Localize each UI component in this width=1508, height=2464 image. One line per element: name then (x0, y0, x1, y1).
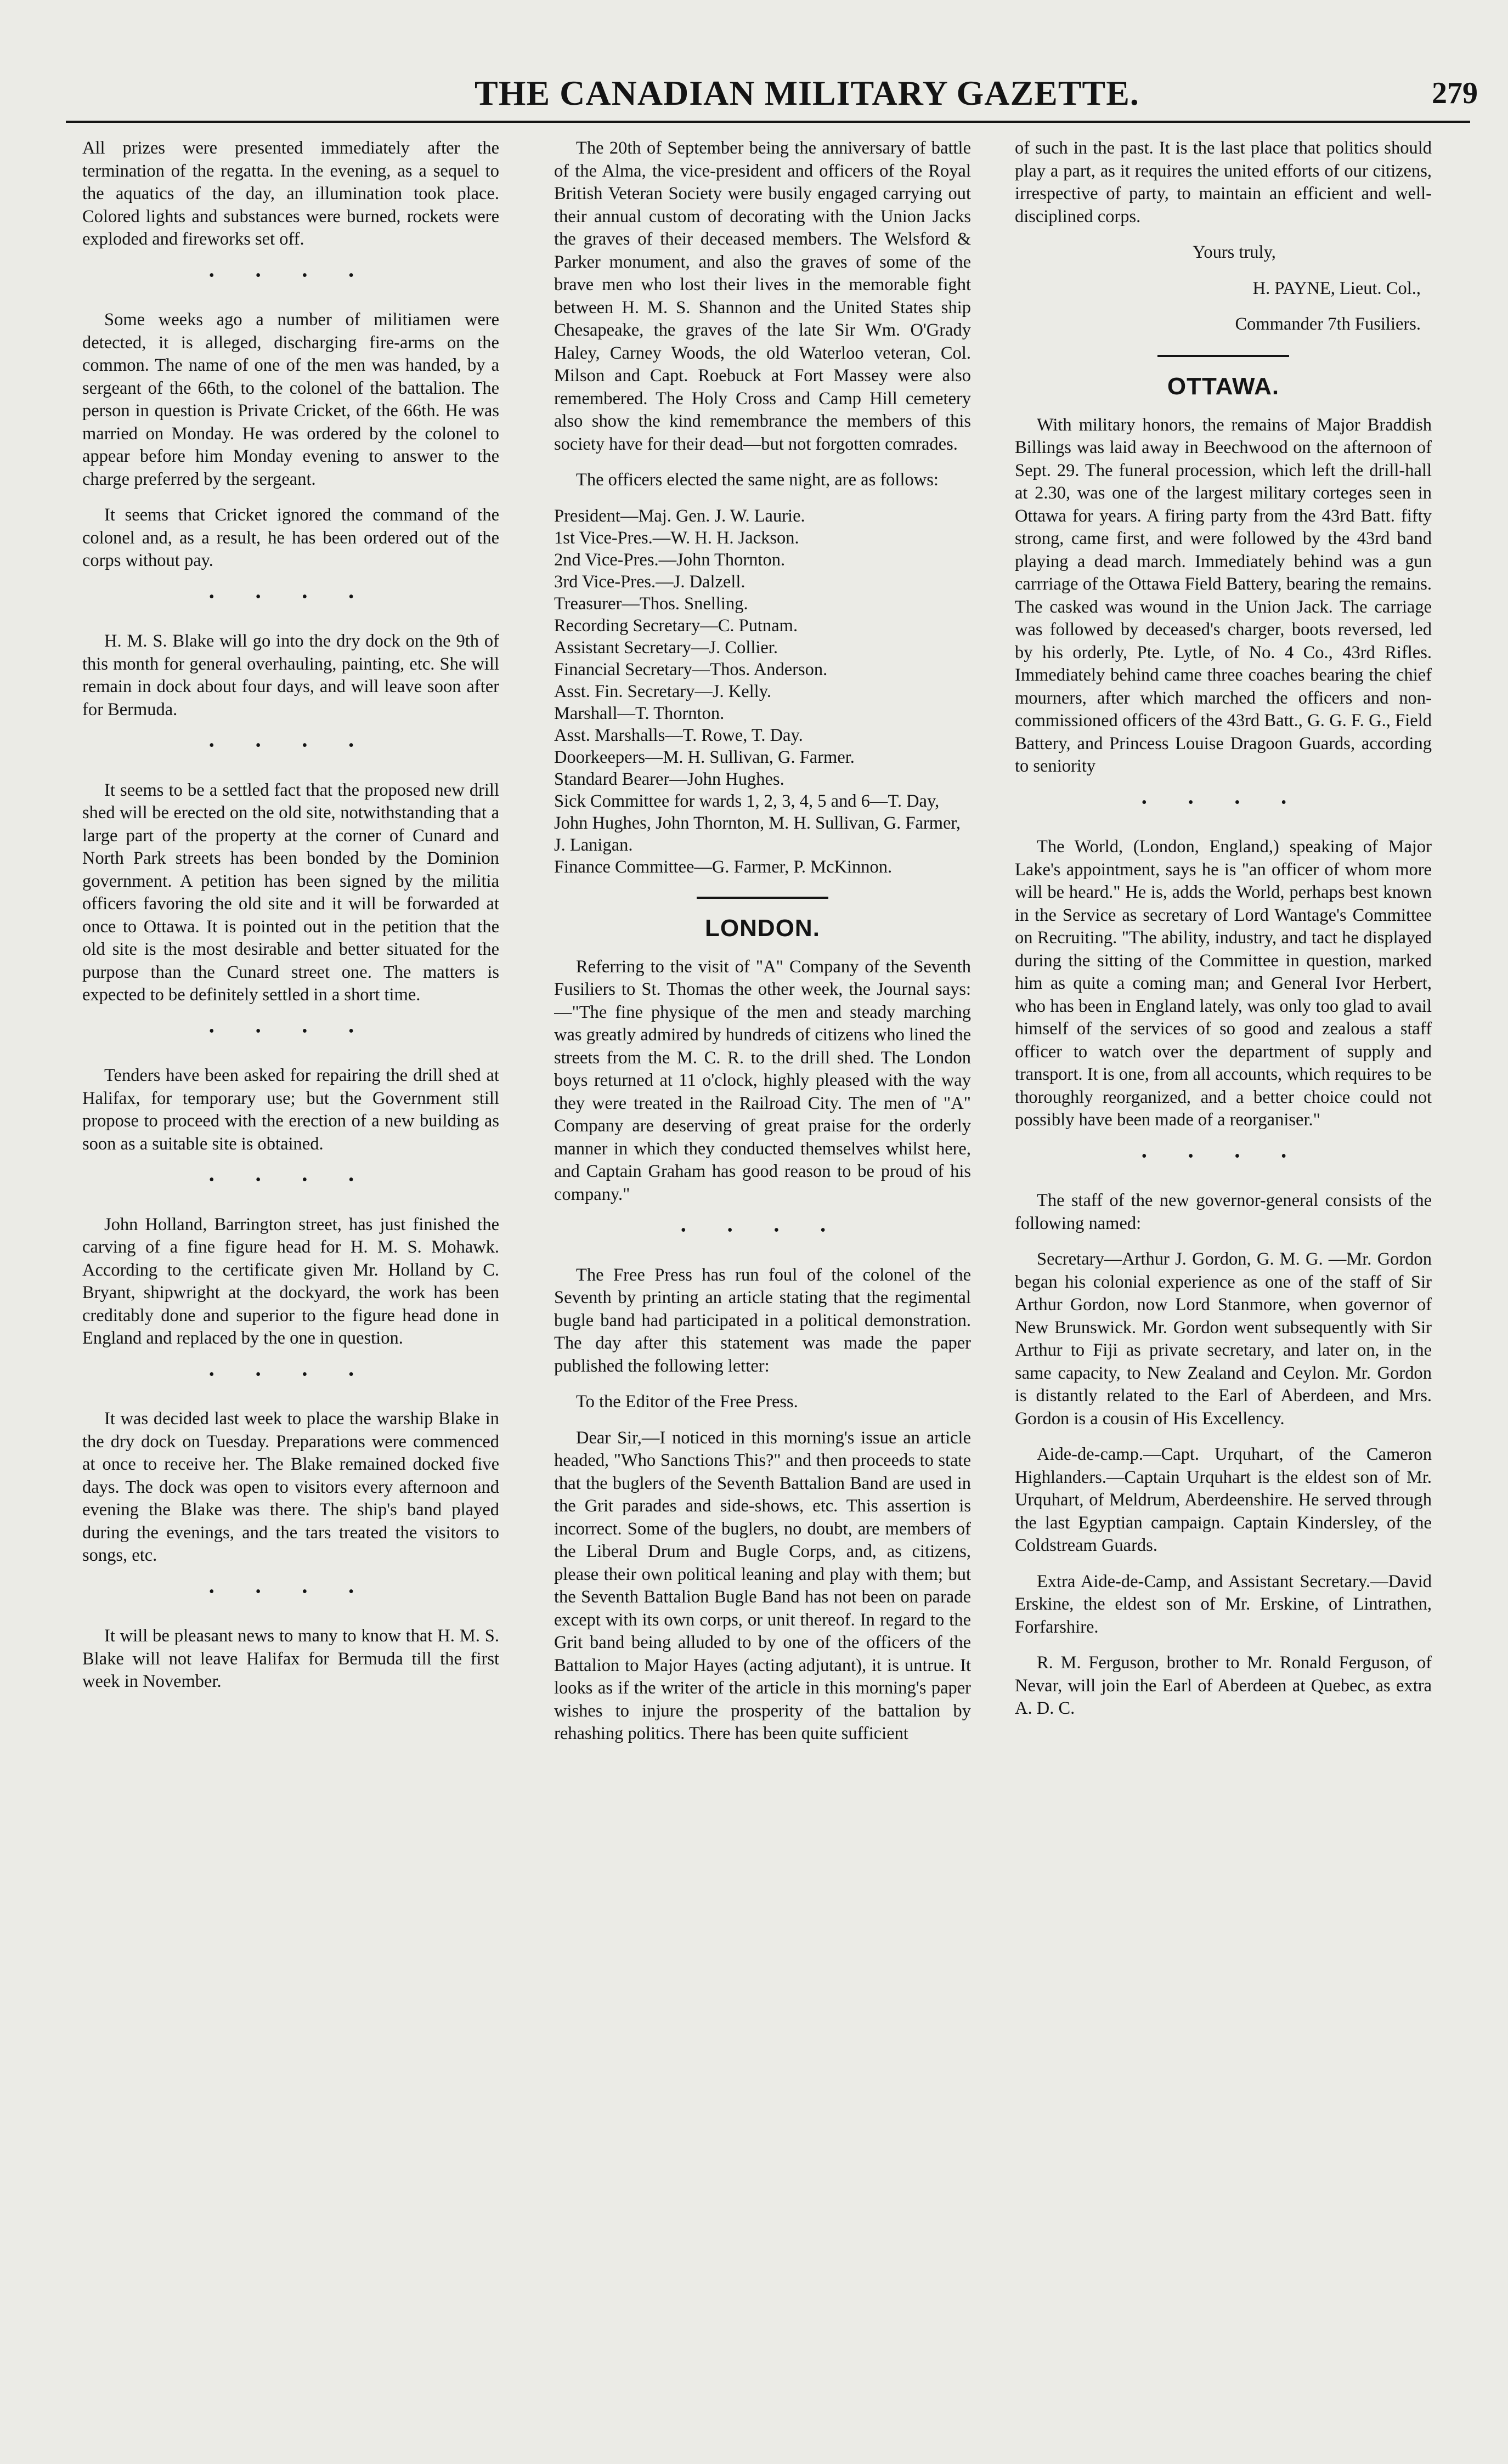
column-1 (82, 137, 499, 2429)
list-item: 1st Vice-Pres.—W. H. H. Jackson. (554, 528, 799, 548)
paragraph: It was decided last week to place the warship Blake in the dry dock on Tuesday. Preparations were commenced at once to receive her. The Blake remained docked five days. The dock was open to visitors every afternoon and evening the Blake was there. The ship's band played during the evenings, and the tars treated the visitors to songs, etc. (82, 1409, 499, 1565)
officers-list (554, 505, 971, 878)
paragraph: H. M. S. Blake will go into the dry dock on the 9th of this month for general overhauling, painting, etc. She will remain in dock about four days, and will leave soon after for Bermuda. (82, 631, 499, 720)
letter-sign-off: Yours truly, (1193, 242, 1276, 262)
separator-bullets: • • • • (208, 267, 373, 284)
list-item: President—Maj. Gen. J. W. Laurie. (554, 506, 805, 526)
separator-bullets: • • • • (208, 1366, 373, 1383)
paragraph: It seems to be a settled fact that the proposed new drill shed will be erected on the old site, notwithstanding that a large part of the property at the corner of Cunard and North Park streets has been bonded by the Dominion government. A petition has been signed by the militia officers favoring the old site and it will be forwarded at once to Ottawa. It is pointed out in the petition that the old site is the most desirable and better situated for the purpose than the Cunard street one. The matters is expected to be definitely settled in a short time. (82, 780, 499, 1005)
letter-signature-title: Commander 7th Fusiliers. (1235, 314, 1421, 334)
list-item: Asst. Fin. Secretary—J. Kelly. (554, 681, 771, 701)
separator-bullets: • • • • (208, 1171, 373, 1188)
paragraph: Aide-de-camp.—Capt. Urquhart, of the Cameron Highlanders.—Captain Urquhart is the eldest son of Mr. Urquhart, of Meldrum, Aberdeenshire. He served through the last Egyptian campaign. Captain Kindersley, of the Coldstream Guards. (1015, 1445, 1432, 1555)
separator-bullets: • • • • (1141, 794, 1306, 811)
list-item: Financial Secretary—Thos. Anderson. (554, 659, 828, 679)
list-item: Sick Committee for wards 1, 2, 3, 4, 5 and 6—T. Day, John Hughes, John Thornton, M. H. Sullivan, G. Farmer, J. Lanigan. (554, 791, 961, 855)
paragraph: It will be pleasant news to many to know that H. M. S. Blake will not leave Halifax for Bermuda till the first week in November. (82, 1626, 499, 1691)
column-3 (1015, 137, 1432, 2429)
separator-bullets: • • • • (208, 737, 373, 754)
masthead-title: THE CANADIAN MILITARY GAZETTE. (475, 73, 1139, 112)
paragraph: Tenders have been asked for repairing the drill shed at Halifax, for temporary use; but the Government still propose to proceed with the erection of a new building as soon as a suitable site is obtained. (82, 1066, 499, 1154)
paragraph: The officers elected the same night, are as follows: (576, 470, 939, 490)
paragraph: All prizes were presented immediately after the termination of the regatta. In the evening, as a sequel to the aquatics of the day, an illumination took place. Colored lights and substances were burned, rockets were exploded and fireworks set off. (82, 138, 499, 249)
list-item: Standard Bearer—John Hughes. (554, 769, 784, 789)
paragraph: With military honors, the remains of Major Braddish Billings was laid away in Beechwood on the afternoon of Sept. 29. The funeral procession, which left the drill-hall at 2.30, was one of the largest military corteges seen in Ottawa for years. A firing party from the 43rd Batt. fifty strong, came first, and were followed by the 43rd band playing a dead march. Immediately behind was a gun carrriage of the Ottawa Field Battery, bearing the remains. The casked was wound in the Union Jack. The carriage was followed by deceased's charger, boots reversed, led by his orderly, Pte. Lytle, of No. 4 Co., 43rd Rifles. Immediately behind came three coaches bearing the chief mourners, after which marched the officers and non-commissioned officers of the 43rd Batt., G. G. F. G., Field Battery, and Princess Louise Dragoon Guards, according to seniority (1015, 415, 1432, 776)
section-rule (697, 897, 828, 899)
paragraph: Dear Sir,—I noticed in this morning's issue an article headed, "Who Sanctions This?" and then proceeds to state that the buglers of the Seventh Battalion Band are used in the Grit parades and side-shows, etc. This assertion is incorrect. Some of the buglers, no doubt, are members of the Liberal Drum and Bugle Corps, and, as citizens, please their own political leaning and play with them; but the Seventh Battalion Bugle Band has not been on parade except with its own corps, or unit thereof. In regard to the Grit band being alluded to by one of the officers of the Battalion to Major Hayes (acting adjutant), it is untrue. It looks as if the writer of the article in this morning's paper wishes to injure the prosperity of the battalion by rehashing politics. There has been quite sufficient (554, 1428, 971, 1743)
section-title-ottawa: OTTAWA. (1167, 372, 1280, 400)
paragraph: John Holland, Barrington street, has just finished the carving of a fine figure head for H. M. S. Mohawk. According to the certificate given Mr. Holland by C. Bryant, shipwright at the dockyard, the work has been creditably done and superior to the figure head done in England and replaced by the one in question. (82, 1214, 499, 1348)
separator-bullets: • • • • (1141, 1147, 1306, 1165)
page-header (0, 71, 1508, 115)
list-item: Asst. Marshalls—T. Rowe, T. Day. (554, 725, 803, 745)
page-number: 279 (1432, 76, 1478, 110)
separator-bullets: • • • • (208, 588, 373, 605)
paragraph: of such in the past. It is the last place that politics should play a part, as it requires the united efforts of our citizens, irrespective of party, to maintain an efficient and well-disciplined corps. (1015, 138, 1432, 226)
paragraph: Some weeks ago a number of militiamen were detected, it is alleged, discharging fire-arms on the common. The name of one of the men was handed, by a sergeant of the 66th, to the colonel of the battalion. The person in question is Private Cricket, of the 66th. He was married on Monday. He was ordered by the colonel to appear before him Monday evening to answer to the charge preferred by the sergeant. (82, 310, 499, 489)
header-rule (66, 121, 1470, 123)
paragraph: R. M. Ferguson, brother to Mr. Ronald Ferguson, of Nevar, will join the Earl of Aberdeen at Quebec, as extra A. D. C. (1015, 1653, 1432, 1718)
list-item: Finance Committee—G. Farmer, P. McKinnon. (554, 857, 893, 877)
paragraph: The 20th of September being the anniversary of battle of the Alma, the vice-president and officers of the Royal British Veteran Society were busily engaged carrying out their annual custom of decorating with the Union Jacks the graves of their deceased members. The Welsford & Parker monument, and also the graves of some of the brave men who lost their lives in the memorable fight between H. M. S. Shannon and the United States ship Chesapeake, the graves of the late Sir Wm. O'Grady Haley, Carney Woods, the old Waterloo veteran, Col. Milson and Capt. Roebuck at Fort Massey were also remembered. The Holy Cross and Camp Hill cemetery also show the kind remembrance the members of this society have for their dead—but not forgotten comrades. (554, 138, 971, 454)
paragraph: To the Editor of the Free Press. (576, 1392, 798, 1412)
paragraph: Secretary—Arthur J. Gordon, G. M. G. —Mr. Gordon began his colonial experience as one of the staff of Sir Arthur Gordon, now Lord Stanmore, when governor of New Brunswick. Mr. Gordon went subsequently with Sir Arthur to Fiji as private secretary, and later on, in the same capacity, to New Zealand and Ceylon. Mr. Gordon is distantly related to the Earl of Aberdeen, and Mrs. Gordon is a cousin of His Excellency. (1015, 1249, 1432, 1429)
paragraph: Extra Aide-de-Camp, and Assistant Secretary.—David Erskine, the eldest son of Mr. Erskine, of Lintrathen, Forfarshire. (1015, 1571, 1432, 1637)
list-item: Doorkeepers—M. H. Sullivan, G. Farmer. (554, 747, 855, 767)
list-item: 2nd Vice-Pres.—John Thornton. (554, 550, 786, 570)
separator-bullets: • • • • (680, 1222, 845, 1239)
paragraph: The Free Press has run foul of the colonel of the Seventh by printing an article stating that the regimental bugle band had participated in a political demonstration. The day after this statement was made the paper published the following letter: (554, 1265, 971, 1376)
letter-signature-name: H. PAYNE, Lieut. Col., (1252, 278, 1421, 298)
paragraph: It seems that Cricket ignored the command of the colonel and, as a result, he has been ordered out of the corps without pay. (82, 505, 499, 570)
paragraph: Referring to the visit of "A" Company of the Seventh Fusiliers to St. Thomas the other week, the Journal says:—"The fine physique of the men and steady marching was greatly admired by hundreds of citizens who lined the streets from the M. C. R. to the drill shed. The London boys returned at 11 o'clock, highly pleased with the way they were treated in the Railroad City. The men of "A" Company are deserving of great praise for the orderly manner in which they conducted themselves whilst here, and Captain Graham has good reason to be proud of his company." (554, 956, 971, 1204)
list-item: Treasurer—Thos. Snelling. (554, 593, 748, 614)
list-item: Recording Secretary—C. Putnam. (554, 615, 798, 636)
paragraph: The World, (London, England,) speaking of Major Lake's appointment, says he is "an officer of whom more will be heard." He is, adds the World, perhaps best known in the Service as secretary of Lord Wantage's Committee on Recruiting. "The ability, industry, and tact he displayed during the sitting of the Committee in question, marked him as quite a coming man; and General Ivor Herbert, who has been in England lately, was only too glad to avail himself of the services of so good and zealous a staff officer to watch over the department of supply and transport. It is one, from all accounts, which requires to be thoroughly reorganized, and a better choice could not possibly have been made of a reorganiser." (1015, 837, 1432, 1130)
section-title-london: LONDON. (705, 914, 820, 942)
column-2 (554, 137, 971, 2429)
separator-bullets: • • • • (208, 1022, 373, 1040)
section-rule (1157, 355, 1289, 357)
separator-bullets: • • • • (208, 1583, 373, 1600)
list-item: 3rd Vice-Pres.—J. Dalzell. (554, 571, 745, 592)
list-item: Assistant Secretary—J. Collier. (554, 637, 778, 658)
list-item: Marshall—T. Thornton. (554, 703, 725, 723)
paragraph: The staff of the new governor-general consists of the following named: (1015, 1191, 1432, 1233)
